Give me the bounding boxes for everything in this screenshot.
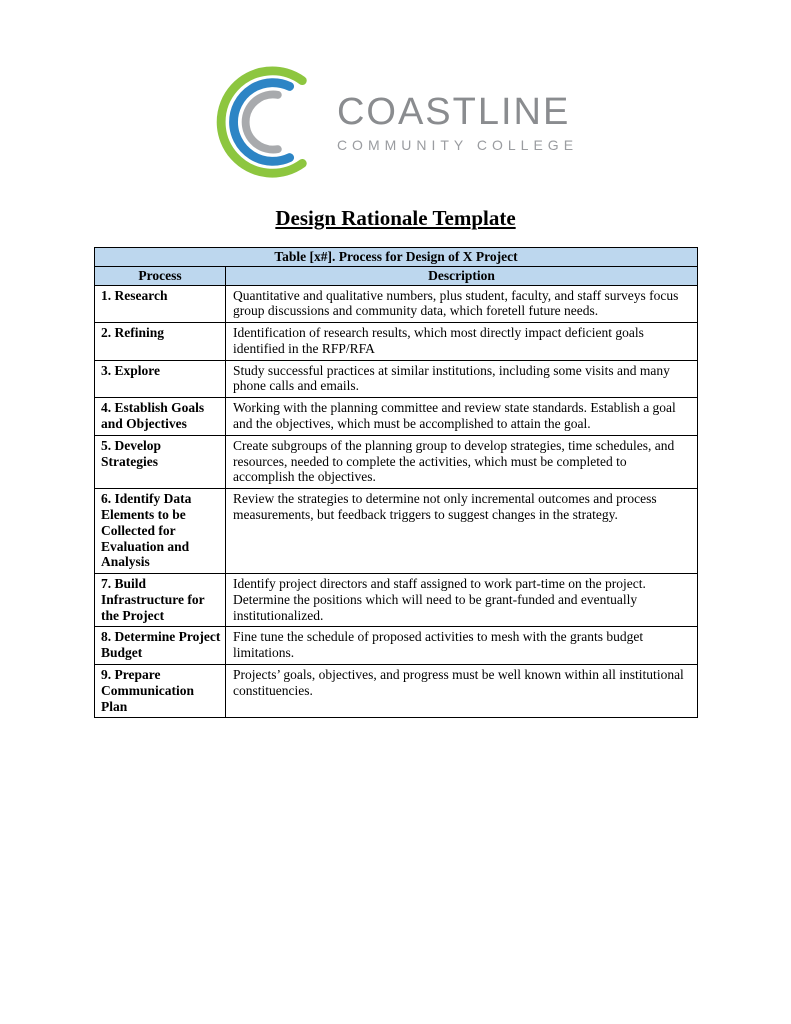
logo-text (336, 90, 579, 154)
logo-subtitle: COMMUNITY COLLEGE (336, 137, 579, 154)
process-cell: 3. Explore (95, 360, 226, 398)
table-row (95, 360, 698, 398)
description-cell: Study successful practices at similar institutions, including some visits and many phone calls and emails. (226, 360, 698, 398)
table-row (95, 285, 698, 323)
table-header-row (95, 266, 698, 285)
description-cell: Projects’ goals, objectives, and progress must be well known within all institutional constituencies. (226, 664, 698, 717)
description-cell: Working with the planning committee and review state standards. Establish a goal and the objectives, which must be accomplished to attain the goal. (226, 398, 698, 436)
column-header-process: Process (95, 266, 226, 285)
process-cell: 6. Identify Data Elements to be Collected for Evaluation and Analysis (95, 489, 226, 574)
table-row (95, 664, 698, 717)
table-row (95, 398, 698, 436)
process-cell: 1. Research (95, 285, 226, 323)
description-cell: Fine tune the schedule of proposed activities to mesh with the grants budget limitations. (226, 627, 698, 665)
description-cell: Review the strategies to determine not only incremental outcomes and process measurements, but feedback triggers to suggest changes in the strategy. (226, 489, 698, 574)
table-row (95, 627, 698, 665)
process-cell: 7. Build Infrastructure for the Project (95, 574, 226, 627)
process-table (94, 247, 698, 718)
column-header-description: Description (226, 266, 698, 285)
table-caption-row (95, 248, 698, 267)
logo-name: COASTLINE (336, 90, 571, 133)
process-cell: 5. Develop Strategies (95, 435, 226, 488)
table-caption: Table [x#]. Process for Design of X Project (95, 248, 698, 267)
process-cell: 8. Determine Project Budget (95, 627, 226, 665)
process-cell: 9. Prepare Communication Plan (95, 664, 226, 717)
process-cell: 4. Establish Goals and Objectives (95, 398, 226, 436)
page-title: Design Rationale Template (275, 206, 516, 230)
table-row (95, 323, 698, 361)
table-row (95, 489, 698, 574)
description-cell: Identification of research results, which most directly impact deficient goals identified in the RFP/RFA (226, 323, 698, 361)
table-row (95, 435, 698, 488)
college-logo (0, 66, 791, 180)
description-cell: Identify project directors and staff assigned to work part-time on the project. Determine the positions which will need to be grant-funded and eventually institutionalized. (226, 574, 698, 627)
logo-arcs-icon (213, 66, 331, 180)
table-row (95, 574, 698, 627)
process-cell: 2. Refining (95, 323, 226, 361)
description-cell: Create subgroups of the planning group to develop strategies, time schedules, and resources, needed to complete the activities, which must be completed to accomplish the objectives. (226, 435, 698, 488)
description-cell: Quantitative and qualitative numbers, plus student, faculty, and staff surveys focus group discussions and community data, which foretell future needs. (226, 285, 698, 323)
